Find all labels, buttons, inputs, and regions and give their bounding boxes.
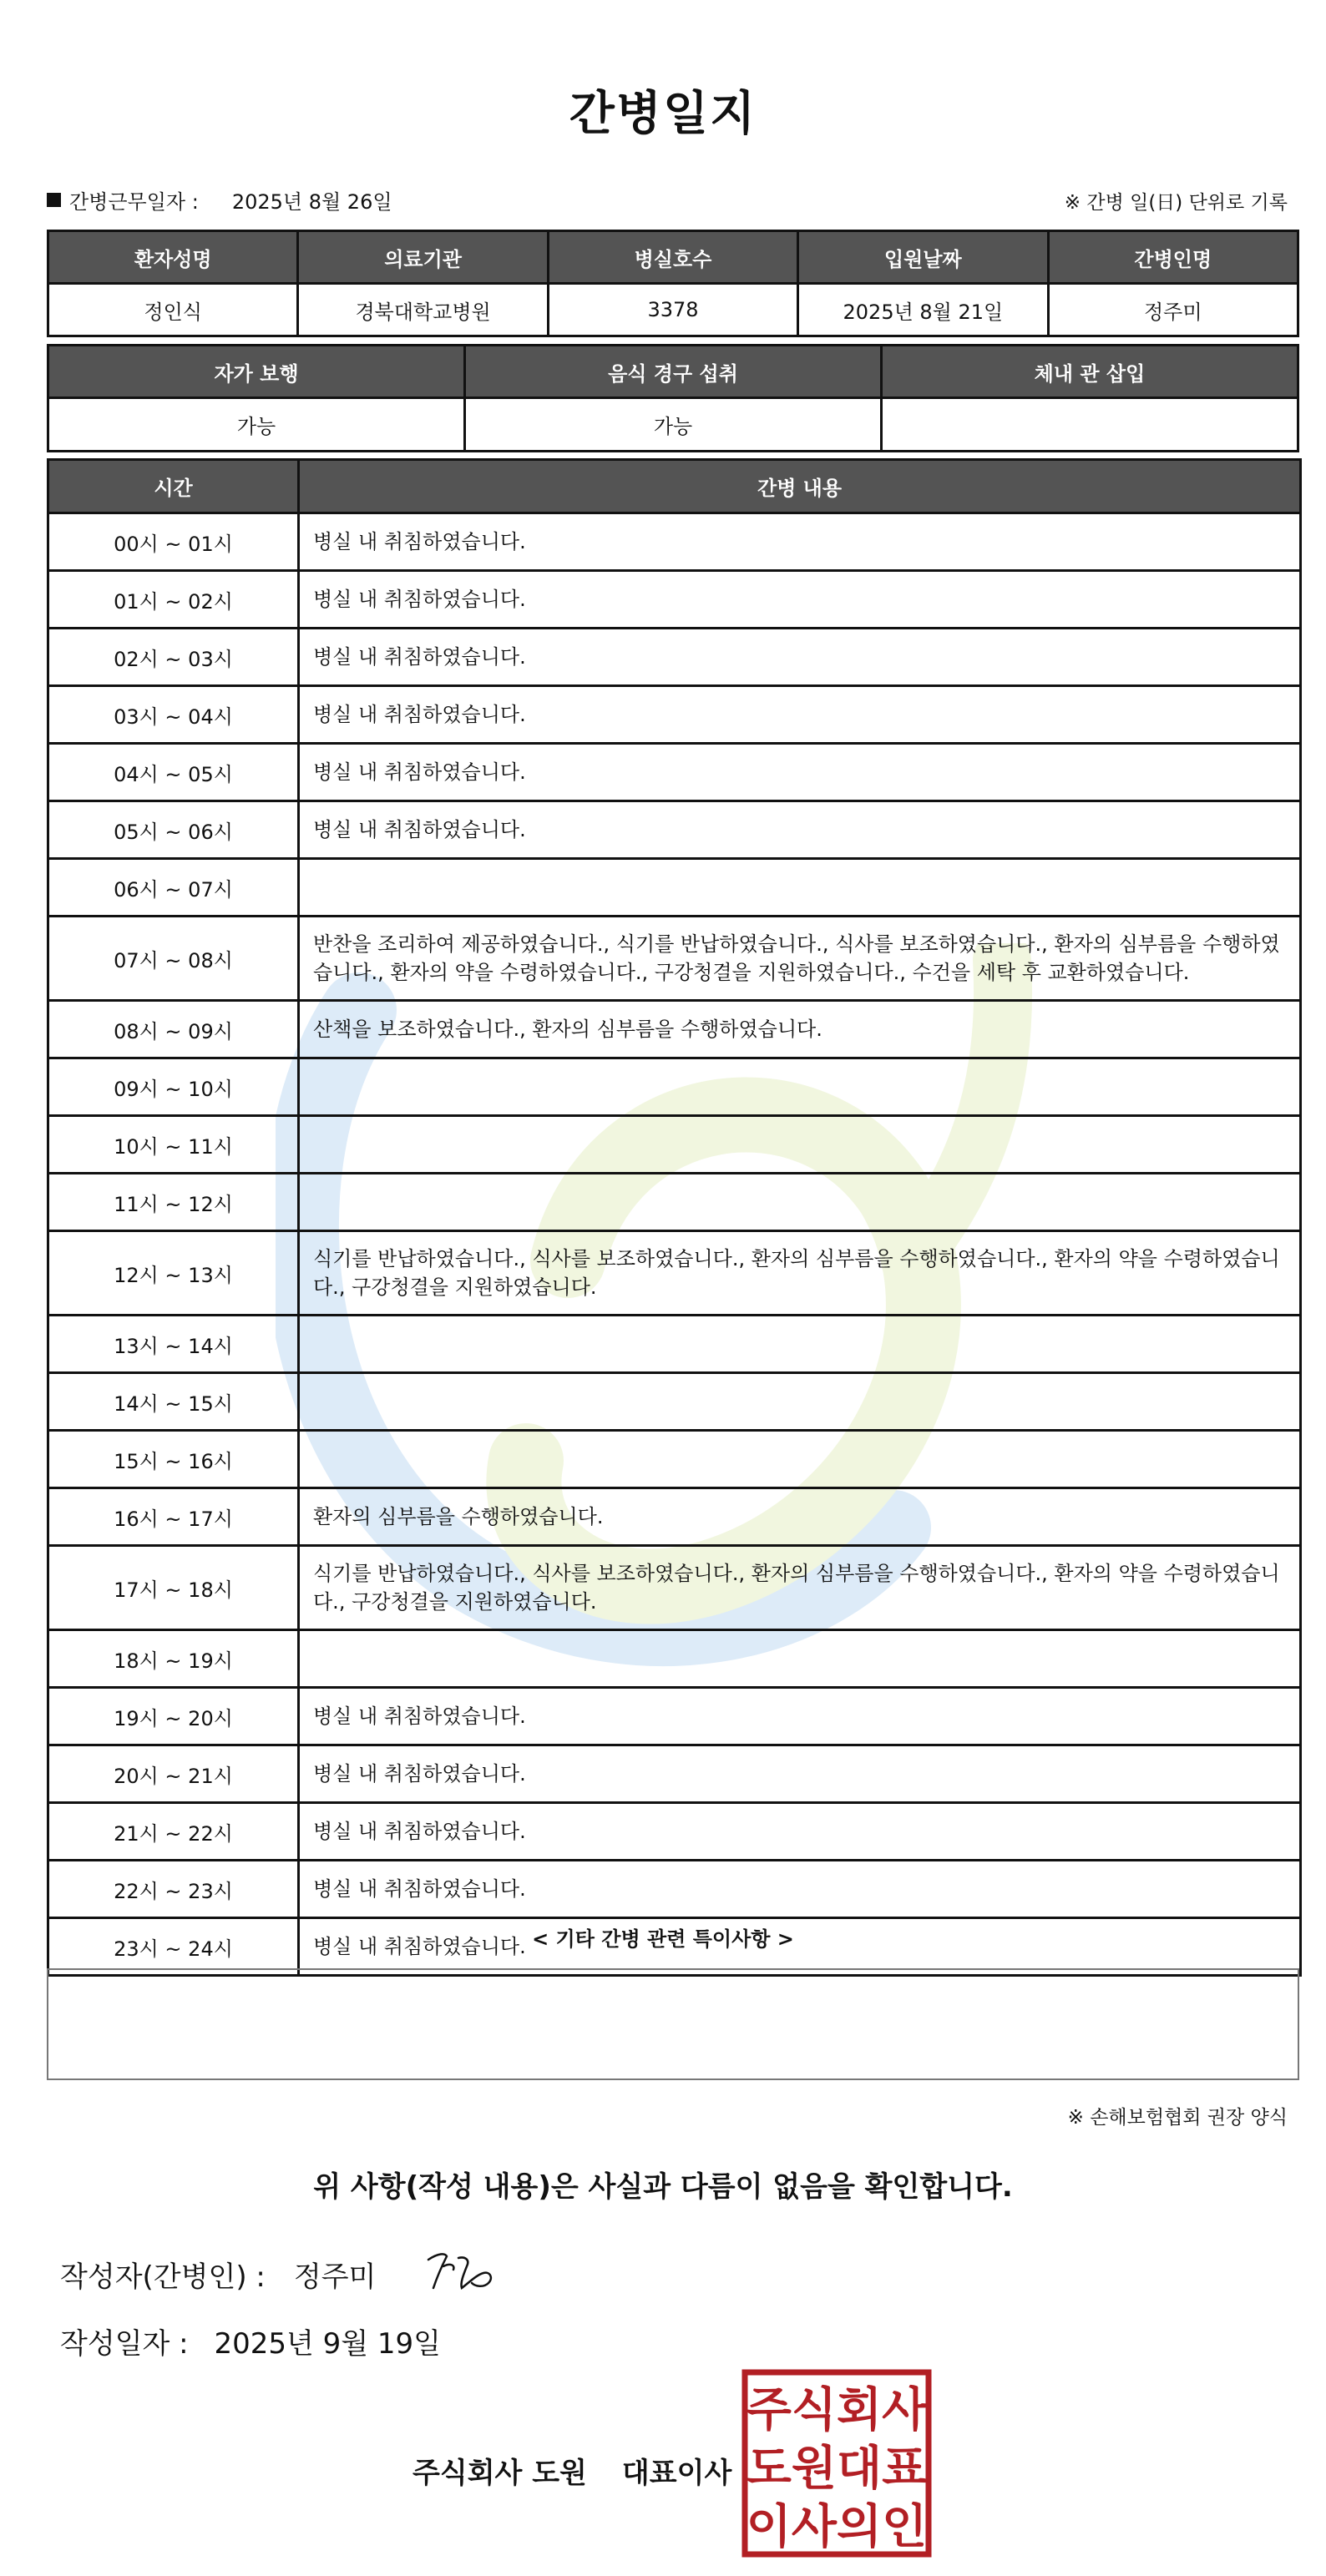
header-time: 시간 (48, 460, 299, 513)
notes-caption: < 기타 간병 관련 특이사항 > (532, 1927, 794, 1951)
table-row (48, 1058, 1301, 1116)
square-bullet-icon (47, 193, 61, 207)
caregiver-name: 정주미 (1048, 284, 1298, 336)
table-row (48, 686, 1301, 744)
table-row (48, 917, 1301, 1001)
table-header-row (48, 460, 1301, 513)
care-content (299, 1316, 1301, 1373)
table-row (48, 744, 1301, 801)
table-row (48, 1373, 1301, 1431)
care-content: 병실 내 취침하였습니다. (299, 1918, 1301, 1976)
care-content (299, 1373, 1301, 1431)
time-slot: 12시 ~ 13시 (48, 1231, 299, 1316)
time-slot: 19시 ~ 20시 (48, 1688, 299, 1745)
care-log-body (48, 513, 1301, 1976)
notes-box (47, 1968, 1299, 2080)
time-slot: 20시 ~ 21시 (48, 1745, 299, 1803)
header-hospital: 의료기관 (298, 231, 548, 284)
care-content: 병실 내 취침하였습니다. (299, 513, 1301, 571)
written-date: 2025년 9월 19일 (214, 2327, 442, 2361)
table-row (48, 1803, 1301, 1861)
care-content: 환자의 심부름을 수행하였습니다. (299, 1488, 1301, 1546)
table-row (48, 859, 1301, 917)
signature (422, 2241, 505, 2300)
table-row (48, 398, 1298, 452)
time-slot: 16시 ~ 17시 (48, 1488, 299, 1546)
room-number: 3378 (548, 284, 797, 336)
written-date-line (60, 2321, 441, 2361)
table-row (48, 571, 1301, 629)
work-date-line (47, 185, 392, 215)
company-seal (741, 2369, 932, 2558)
care-content (299, 1174, 1301, 1231)
table-row (48, 1116, 1301, 1174)
tube-value (882, 398, 1298, 452)
time-slot: 10시 ~ 11시 (48, 1116, 299, 1174)
table-row (48, 1630, 1301, 1688)
care-log-table (47, 458, 1302, 1977)
table-row (48, 513, 1301, 571)
care-content: 식기를 반납하였습니다., 식사를 보조하였습니다., 환자의 심부름을 수행하였습니다., 환자의 약을 수령하였습니다., 구강청결을 지원하였습니다. (299, 1231, 1301, 1316)
time-slot: 08시 ~ 09시 (48, 1001, 299, 1058)
table-row (48, 1001, 1301, 1058)
care-content (299, 1116, 1301, 1174)
time-slot: 04시 ~ 05시 (48, 744, 299, 801)
admission-date: 2025년 8월 21일 (798, 284, 1048, 336)
care-content: 식기를 반납하였습니다., 식사를 보조하였습니다., 환자의 심부름을 수행하였습니다., 환자의 약을 수령하였습니다., 구강청결을 지원하였습니다. (299, 1546, 1301, 1630)
time-slot: 23시 ~ 24시 (48, 1918, 299, 1976)
care-content (299, 1431, 1301, 1488)
time-slot: 18시 ~ 19시 (48, 1630, 299, 1688)
care-content (299, 1630, 1301, 1688)
header-admission-date: 입원날짜 (798, 231, 1048, 284)
status-table (47, 344, 1299, 452)
time-slot: 01시 ~ 02시 (48, 571, 299, 629)
time-slot: 05시 ~ 06시 (48, 801, 299, 859)
time-slot: 17시 ~ 18시 (48, 1546, 299, 1630)
time-slot: 07시 ~ 08시 (48, 917, 299, 1001)
care-content (299, 859, 1301, 917)
care-content: 병실 내 취침하였습니다. (299, 571, 1301, 629)
care-content: 병실 내 취침하였습니다. (299, 1861, 1301, 1918)
table-row (48, 1231, 1301, 1316)
table-row (48, 801, 1301, 859)
written-date-label: 작성일자 : (60, 2327, 189, 2361)
table-row (48, 1688, 1301, 1745)
header-patient-name: 환자성명 (48, 231, 298, 284)
care-content (299, 1058, 1301, 1116)
care-content: 병실 내 취침하였습니다. (299, 801, 1301, 859)
representative-title: 대표이사 (621, 2457, 732, 2490)
hospital-name: 경북대학교병원 (298, 284, 548, 336)
time-slot: 06시 ~ 07시 (48, 859, 299, 917)
company-name: 주식회사 도원 (412, 2457, 587, 2490)
seal-text-row: 도원대표 (746, 2442, 928, 2496)
table-row (48, 284, 1298, 336)
header-caregiver: 간병인명 (1048, 231, 1298, 284)
header-care-content: 간병 내용 (299, 460, 1301, 513)
company-line (412, 2450, 731, 2491)
table-row (48, 1174, 1301, 1231)
time-slot: 14시 ~ 15시 (48, 1373, 299, 1431)
header-walking: 자가 보행 (48, 346, 465, 398)
care-content: 병실 내 취침하였습니다. (299, 629, 1301, 686)
table-header-row (48, 231, 1298, 284)
work-date-value: 2025년 8월 26일 (231, 190, 392, 214)
table-row (48, 1316, 1301, 1373)
table-header-row (48, 346, 1298, 398)
table-row (48, 1745, 1301, 1803)
seal-text-row: 이사의인 (746, 2500, 928, 2554)
time-slot: 03시 ~ 04시 (48, 686, 299, 744)
oral-intake-value: 가능 (465, 398, 882, 452)
table-row (48, 1431, 1301, 1488)
form-source-note: ※ 손해보험협회 권장 양식 (1067, 2107, 1288, 2129)
header-oral-intake: 음식 경구 섭취 (465, 346, 882, 398)
time-slot: 02시 ~ 03시 (48, 629, 299, 686)
table-row (48, 1488, 1301, 1546)
writer-label: 작성자(간병인) : (60, 2260, 266, 2294)
time-slot: 13시 ~ 14시 (48, 1316, 299, 1373)
confirmation-statement: 위 사항(작성 내용)은 사실과 다름이 없음을 확인합니다. (313, 2170, 1013, 2204)
header-room: 병실호수 (548, 231, 797, 284)
time-slot: 22시 ~ 23시 (48, 1861, 299, 1918)
care-content: 산책을 보조하였습니다., 환자의 심부름을 수행하였습니다. (299, 1001, 1301, 1058)
patient-name: 정인식 (48, 284, 298, 336)
header-tube: 체내 관 삽입 (882, 346, 1298, 398)
time-slot: 11시 ~ 12시 (48, 1174, 299, 1231)
work-date-label: 간병근무일자 : (69, 190, 199, 214)
table-row (48, 629, 1301, 686)
table-row (48, 1546, 1301, 1630)
care-content: 병실 내 취침하였습니다. (299, 1745, 1301, 1803)
table-row (48, 1861, 1301, 1918)
care-content: 병실 내 취침하였습니다. (299, 1688, 1301, 1745)
care-content: 병실 내 취침하였습니다. (299, 1803, 1301, 1861)
care-content: 반찬을 조리하여 제공하였습니다., 식기를 반납하였습니다., 식사를 보조하였습니다., 환자의 심부름을 수행하였습니다., 환자의 약을 수령하였습니다., 구강청결을 지원하였습니다., 수건을 세탁 후 교환하였습니다. (299, 917, 1301, 1001)
seal-text-row: 주식회사 (746, 2383, 928, 2437)
unit-note: ※ 간병 일(日) 단위로 기록 (1064, 192, 1288, 214)
document-title: 간병일지 (569, 87, 757, 141)
care-content: 병실 내 취침하였습니다. (299, 744, 1301, 801)
time-slot: 09시 ~ 10시 (48, 1058, 299, 1116)
walking-value: 가능 (48, 398, 465, 452)
writer-name: 정주미 (293, 2260, 377, 2294)
writer-line (60, 2254, 376, 2295)
time-slot: 15시 ~ 16시 (48, 1431, 299, 1488)
time-slot: 21시 ~ 22시 (48, 1803, 299, 1861)
patient-table (47, 230, 1299, 337)
time-slot: 00시 ~ 01시 (48, 513, 299, 571)
care-content: 병실 내 취침하였습니다. (299, 686, 1301, 744)
